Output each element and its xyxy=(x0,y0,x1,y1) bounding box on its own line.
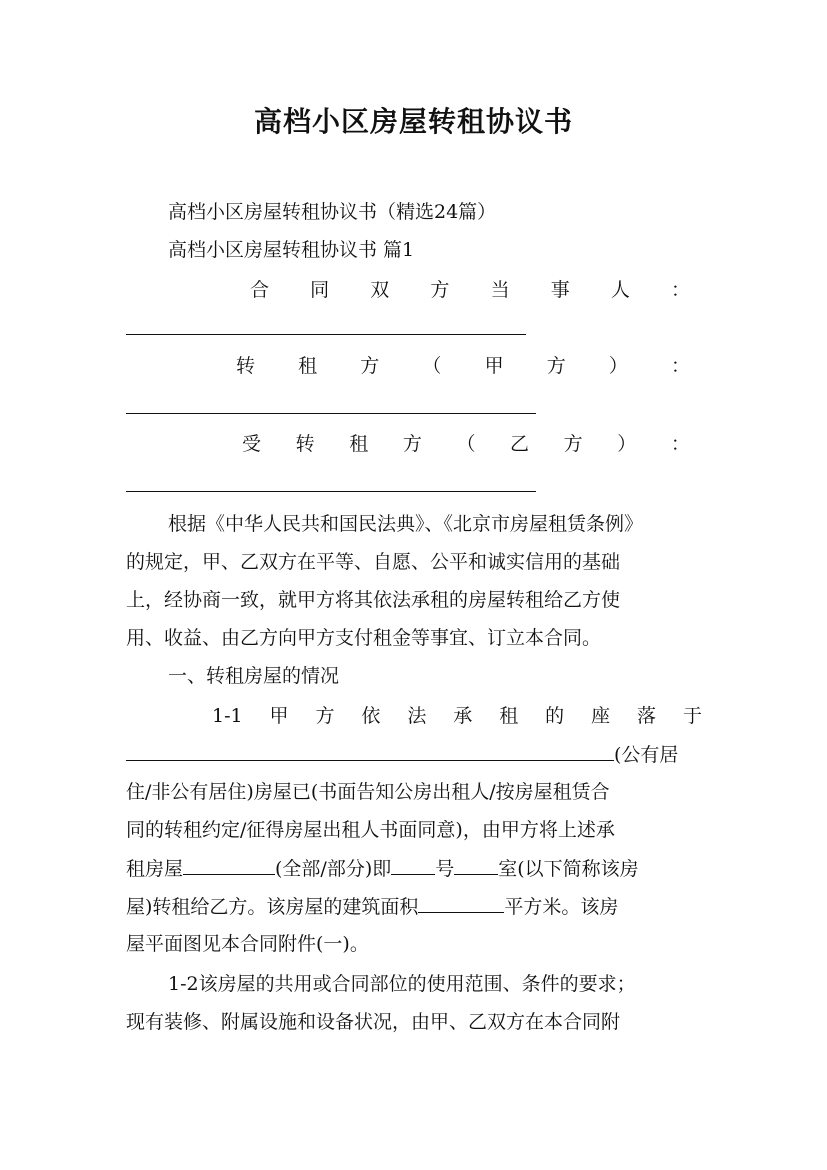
section-one-heading: 一、转租房屋的情况 xyxy=(168,665,340,687)
char: 方 xyxy=(546,355,566,377)
paragraph-line: 的规定，甲、乙双方在平等、自愿、公平和诚实信用的基础 xyxy=(126,551,621,573)
paragraph-line: 根据《中华人民共和国民法典》、《北京市房屋租赁条例》 xyxy=(168,513,644,535)
char: 方 xyxy=(360,355,380,377)
document-title: 高档小区房屋转租协议书 xyxy=(253,105,573,138)
parties-blank-line xyxy=(126,334,526,335)
char: ） xyxy=(617,433,637,455)
char: 事 xyxy=(550,279,570,301)
char: 租 xyxy=(298,355,318,377)
text: 租房屋 xyxy=(126,858,184,880)
area-blank xyxy=(418,894,504,913)
token: 座 xyxy=(591,705,611,727)
sublessor-blank-line xyxy=(126,413,536,414)
char: ： xyxy=(670,279,690,301)
sublessor-label xyxy=(236,354,690,378)
clause-1-1-first-line xyxy=(212,704,702,728)
sublessee-label xyxy=(242,432,690,456)
text: 室(以下简称该房 xyxy=(498,858,639,880)
text: 屋)转租给乙方。该房屋的建筑面积 xyxy=(126,896,419,918)
char: 租 xyxy=(349,433,369,455)
clause-1-1-line xyxy=(126,894,716,919)
number-blank xyxy=(391,856,435,875)
char: 甲 xyxy=(484,355,504,377)
section-heading: 高档小区房屋转租协议书 篇1 xyxy=(168,239,415,261)
char: 合 xyxy=(250,279,270,301)
paragraph-line: 上，经协商一致，就甲方将其依法承租的房屋转租给乙方使 xyxy=(126,589,621,611)
char: 乙 xyxy=(510,433,530,455)
clause-1-1-line xyxy=(126,742,716,767)
clause-1-1-line: 住/非公有居住)房屋已(书面告知公房出租人/按房屋租赁合 xyxy=(126,781,610,803)
clause-1-1-line xyxy=(126,856,716,881)
token: 方 xyxy=(315,705,335,727)
scope-blank xyxy=(183,856,275,875)
char: 同 xyxy=(310,279,330,301)
char: 方 xyxy=(430,279,450,301)
clause-1-2-line: 现有装修、附属设施和设备状况，由甲、乙双方在本合同附 xyxy=(126,1011,621,1033)
text: 号 xyxy=(435,858,455,880)
char: ： xyxy=(670,355,690,377)
token: 法 xyxy=(407,705,427,727)
room-blank xyxy=(454,856,498,875)
clause-1-1-line: 屋平面图见本合同附件(一)。 xyxy=(126,933,369,955)
text: 平方米。该房 xyxy=(504,896,619,918)
char: （ xyxy=(456,433,476,455)
char: 方 xyxy=(402,433,422,455)
char: ： xyxy=(670,433,690,455)
char: ） xyxy=(608,355,628,377)
parties-label xyxy=(250,278,690,302)
char: 受 xyxy=(242,433,262,455)
text: (公有居 xyxy=(614,744,679,766)
char: 双 xyxy=(370,279,390,301)
clause-1-1-line: 同的转租约定/征得房屋出租人书面同意)，由甲方将上述承 xyxy=(126,819,615,841)
token: 落 xyxy=(637,705,657,727)
char: 转 xyxy=(295,433,315,455)
char: （ xyxy=(422,355,442,377)
token: 于 xyxy=(682,705,702,727)
char: 转 xyxy=(236,355,256,377)
sublessee-blank-line xyxy=(126,491,536,492)
paragraph-line: 用、收益、由乙方向甲方支付租金等事宜、订立本合同。 xyxy=(126,627,602,649)
clause-1-2-line: 1-2该房屋的共用或合同部位的使用范围、条件的要求； xyxy=(168,973,636,995)
char: 当 xyxy=(490,279,510,301)
char: 人 xyxy=(610,279,630,301)
token: 的 xyxy=(545,705,565,727)
token: 租 xyxy=(499,705,519,727)
char: 方 xyxy=(563,433,583,455)
token: 承 xyxy=(453,705,473,727)
text: (全部/部分)即 xyxy=(275,858,392,880)
document-subtitle: 高档小区房屋转租协议书（精选24篇） xyxy=(168,201,497,223)
location-blank xyxy=(126,742,614,761)
token: 甲 xyxy=(269,705,289,727)
token: 依 xyxy=(361,705,381,727)
token: 1-1 xyxy=(212,705,243,727)
